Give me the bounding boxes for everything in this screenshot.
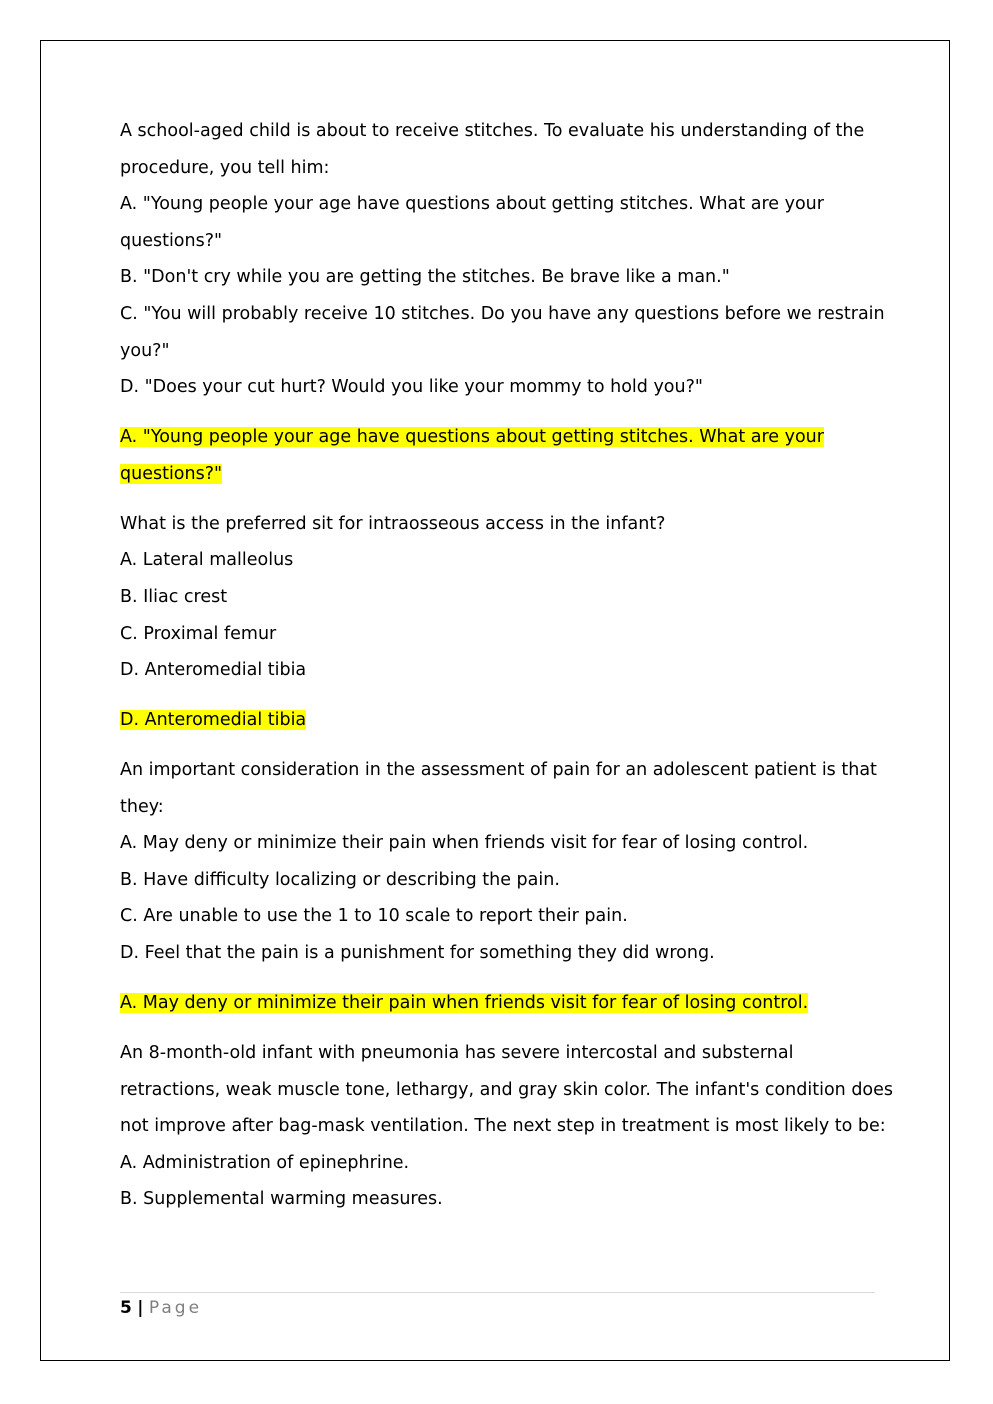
stem-line: not improve after bag-mask ventilation. The next step in treatment is most likely to be: [120, 1116, 886, 1137]
document-body [120, 113, 894, 1218]
stem-line: procedure, you tell him: [120, 157, 330, 178]
page-label: Page [148, 1298, 203, 1318]
page-footer [120, 1296, 202, 1320]
option-line: A. Lateral malleolus [120, 550, 294, 571]
option-line: you?" [120, 340, 170, 361]
answer-options [120, 186, 885, 406]
correct-answer [120, 419, 875, 492]
option-line: C. Proximal femur [120, 623, 277, 644]
option-line: D. Feel that the pain is a punishment for something they did wrong. [120, 943, 715, 964]
correct-answer [120, 985, 875, 1022]
question-2 [120, 506, 875, 752]
option-line: B. Iliac crest [120, 586, 228, 607]
question-4 [120, 1035, 894, 1218]
question-3 [120, 752, 875, 1035]
stem-line: An important consideration in the assessment of pain for an adolescent patient is that [120, 760, 877, 781]
footer-separator: | [137, 1298, 144, 1318]
highlighted-answer-line: A. "Young people your age have questions about getting stitches. What are your [120, 427, 824, 448]
question-stem [120, 1035, 894, 1145]
stem-line: A school-aged child is about to receive stitches. To evaluate his understanding of the [120, 121, 865, 141]
highlighted-answer-line: questions?" [120, 463, 223, 484]
stem-line: What is the preferred sit for intraosseous access in the infant? [120, 513, 666, 534]
answer-options [120, 1145, 875, 1218]
stem-line: they: [120, 796, 164, 817]
option-line: B. Have difficulty localizing or describing the pain. [120, 869, 560, 890]
highlighted-answer-line: D. Anteromedial tibia [120, 710, 307, 731]
question-stem [120, 752, 875, 825]
footer-divider [120, 1292, 875, 1293]
option-line: A. Administration of epinephrine. [120, 1152, 410, 1173]
option-line: A. May deny or minimize their pain when friends visit for fear of losing control. [120, 833, 809, 854]
option-line: questions?" [120, 230, 223, 251]
question-stem [120, 113, 875, 186]
option-line: C. Are unable to use the 1 to 10 scale to report their pain. [120, 906, 628, 927]
stem-line: retractions, weak muscle tone, lethargy, and gray skin color. The infant's condition does [120, 1079, 894, 1100]
option-line: D. "Does your cut hurt? Would you like your mommy to hold you?" [120, 377, 703, 398]
question-1 [120, 113, 885, 506]
highlighted-answer-line: A. May deny or minimize their pain when friends visit for fear of losing control. [120, 993, 809, 1014]
question-stem [120, 506, 875, 543]
correct-answer [120, 702, 875, 739]
option-line: C. "You will probably receive 10 stitches. Do you have any questions before we restrain [120, 303, 885, 324]
answer-options [120, 825, 875, 971]
option-line: A. "Young people your age have questions about getting stitches. What are your [120, 194, 824, 215]
answer-options [120, 542, 875, 688]
option-line: B. "Don't cry while you are getting the stitches. Be brave like a man." [120, 267, 730, 288]
option-line: B. Supplemental warming measures. [120, 1189, 443, 1210]
option-line: D. Anteromedial tibia [120, 660, 307, 681]
page-number: 5 [120, 1298, 132, 1318]
stem-line: An 8-month-old infant with pneumonia has severe intercostal and substernal [120, 1043, 794, 1063]
